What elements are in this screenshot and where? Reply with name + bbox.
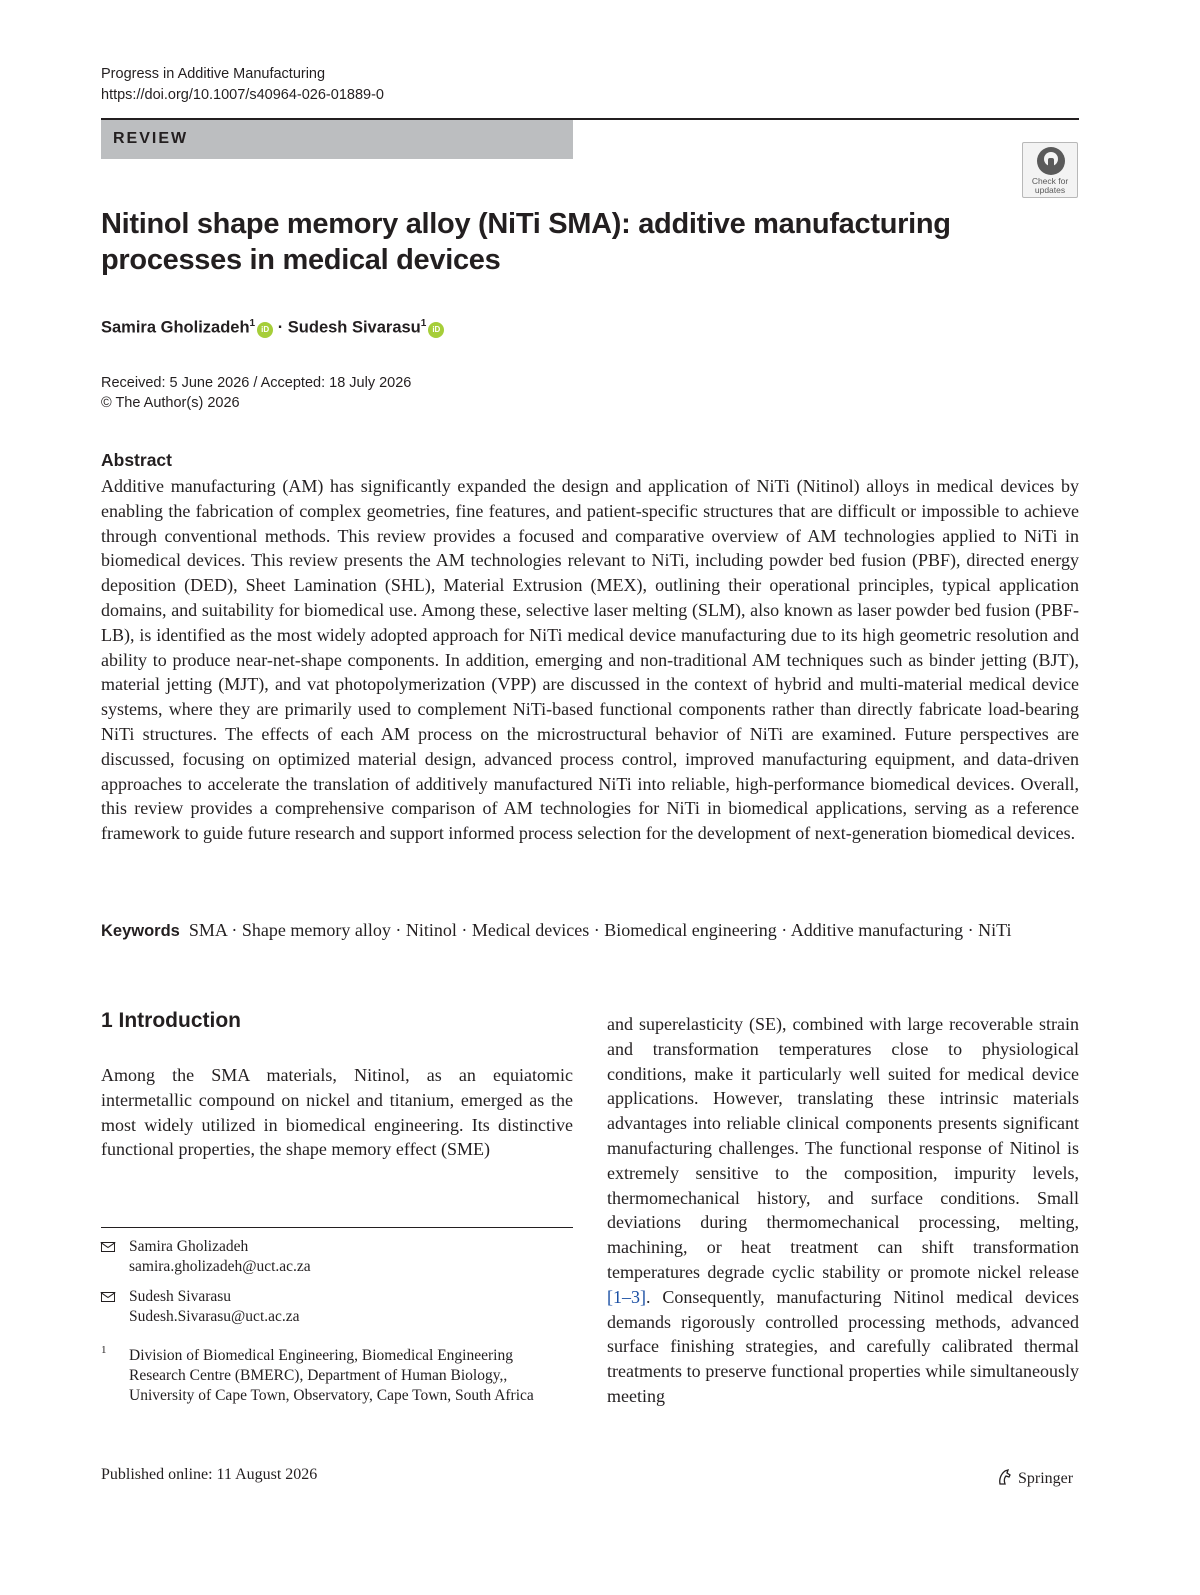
intro-text: . Consequently, manufacturing Nitinol medical devices demands rigorously controlled processing methods, advanced surface finishing strategies, and carefully calibrated thermal treatments to preserve functional properties while simultaneously meeting [607,1286,1079,1406]
affiliation-number: 1 [101,1344,107,1356]
author-name[interactable]: Sudesh Sivarasu [287,318,421,337]
publisher-name: Springer [1018,1470,1074,1487]
author-list [101,312,444,340]
check-for-updates-badge[interactable] [1022,142,1078,198]
contact-entry [129,1287,300,1327]
article-dates [101,373,411,413]
section-heading-introduction: 1 Introduction [101,1009,241,1032]
received-accepted: Received: 5 June 2026 / Accepted: 18 July 2026 [101,375,412,391]
published-online: Published online: 11 August 2026 [101,1466,318,1483]
title-line-1: Nitinol shape memory alloy (NiTi SMA): additive manufacturing [101,208,951,240]
citation-link[interactable]: [1–3] [607,1286,646,1307]
author-affiliation-marker: 1 [420,318,427,329]
journal-name: Progress in Additive Manufacturing [101,66,326,82]
keywords-list: SMA · Shape memory alloy · Nitinol · Medical devices · Biomedical engineering · Additive manufacturing · NiTi [188,920,1012,940]
keywords-heading: Keywords [101,922,180,940]
contact-name: Samira Gholizadeh [129,1238,249,1255]
contact-email[interactable]: Sudesh.Sivarasu@uct.ac.za [129,1308,300,1325]
check-updates-caption: Check for updates [1031,176,1069,195]
article-title [101,206,961,278]
copyright: © The Author(s) 2026 [101,395,240,411]
envelope-icon [101,1242,115,1252]
contact-entry [129,1237,311,1277]
intro-column-1: Among the SMA materials, Nitinol, as an equiatomic intermetallic compound on nickel and titanium, emerged as the most widely utilized in biomedical engineering. Its distinctive functional properties, the shape memory effect (SME) [101,1065,573,1160]
author-name[interactable]: Samira Gholizadeh [101,318,250,337]
journal-header [101,64,384,106]
author-separator: · [273,318,288,337]
orcid-icon[interactable]: iD [428,322,444,338]
article-type-band [101,120,573,159]
keywords [101,918,1079,944]
article-type-label: REVIEW [113,130,189,147]
abstract-heading: Abstract [101,450,172,470]
affiliation-text: Division of Biomedical Engineering, Biomedical Engineering Research Centre (BMERC), Department of Human Biology,, University of Cape Town, Observatory, Cape Town, South Africa [129,1347,534,1404]
publisher-logo [996,1468,1073,1488]
bookmark-icon [1037,147,1065,175]
abstract-text: Additive manufacturing (AM) has significantly expanded the design and application of NiTi (Nitinol) alloys in medical devices by enabling the fabrication of complex geometries, fine features, and patient-specific structures that are difficult or impossible to achieve through conventional methods. This review provides a focused and comparative overview of AM technologies applied to NiTi in biomedical devices. This review presents the AM technologies relevant to NiTi, including powder bed fusion (PBF), directed energy deposition (DED), Sheet Lamination (SHL), Material Extrusion (MEX), outlining their operational principles, typical application domains, and suitability for biomedical use. Among these, selective laser melting (SLM), also known as laser powder bed fusion (PBF-LB), is identified as the most widely adopted approach for NiTi medical device manufacturing due to its high geometric resolution and ability to produce near-net-shape components. In addition, emerging and non-traditional AM techniques such as binder jetting (BJT), material jetting (MJT), and vat photopolymerization (VPP) are discussed in the context of hybrid and multi-material medical device systems, where they are primarily used to complement NiTi-based functional components rather than directly fabricate load-bearing NiTi structures. The effects of each AM process on the microstructural behavior of NiTi are examined. Future perspectives are discussed, focusing on optimized material design, advanced process control, improved manufacturing equipment, and data-driven approaches to accelerate the translation of additively manufactured NiTi into reliable, high-performance biomedical devices. Overall, this review provides a comprehensive comparison of AM technologies for NiTi in biomedical applications, serving as a reference framework to guide future research and support informed process selection for the development of next-generation biomedical devices. [101,476,1079,844]
contact-email[interactable]: samira.gholizadeh@uct.ac.za [129,1258,311,1275]
springer-horse-icon [996,1468,1014,1486]
footnote-rule [101,1227,573,1228]
orcid-icon[interactable]: iD [257,322,273,338]
intro-text: and superelasticity (SE), combined with large recoverable strain and transformation temperatures close to physiological conditions, make it particularly well suited for medical device applications. However, translating these intrinsic materials advantages into reliable clinical components presents significant manufacturing challenges. The functional response of Nitinol is extremely sensitive to the composition, impurity levels, thermomechanical history, and surface conditions. Small deviations during thermomechanical processing, melting, machining, or heat treatment can shift transformation temperatures degrade cyclic stability or promote nickel release [607,1014,1079,1282]
intro-column-2 [607,1012,1079,1409]
title-line-2: processes in medical devices [101,244,501,276]
envelope-icon [101,1292,115,1302]
doi-link[interactable]: https://doi.org/10.1007/s40964-026-01889-0 [101,87,384,103]
contact-name: Sudesh Sivarasu [129,1288,232,1305]
author-affiliation-marker: 1 [249,318,256,329]
